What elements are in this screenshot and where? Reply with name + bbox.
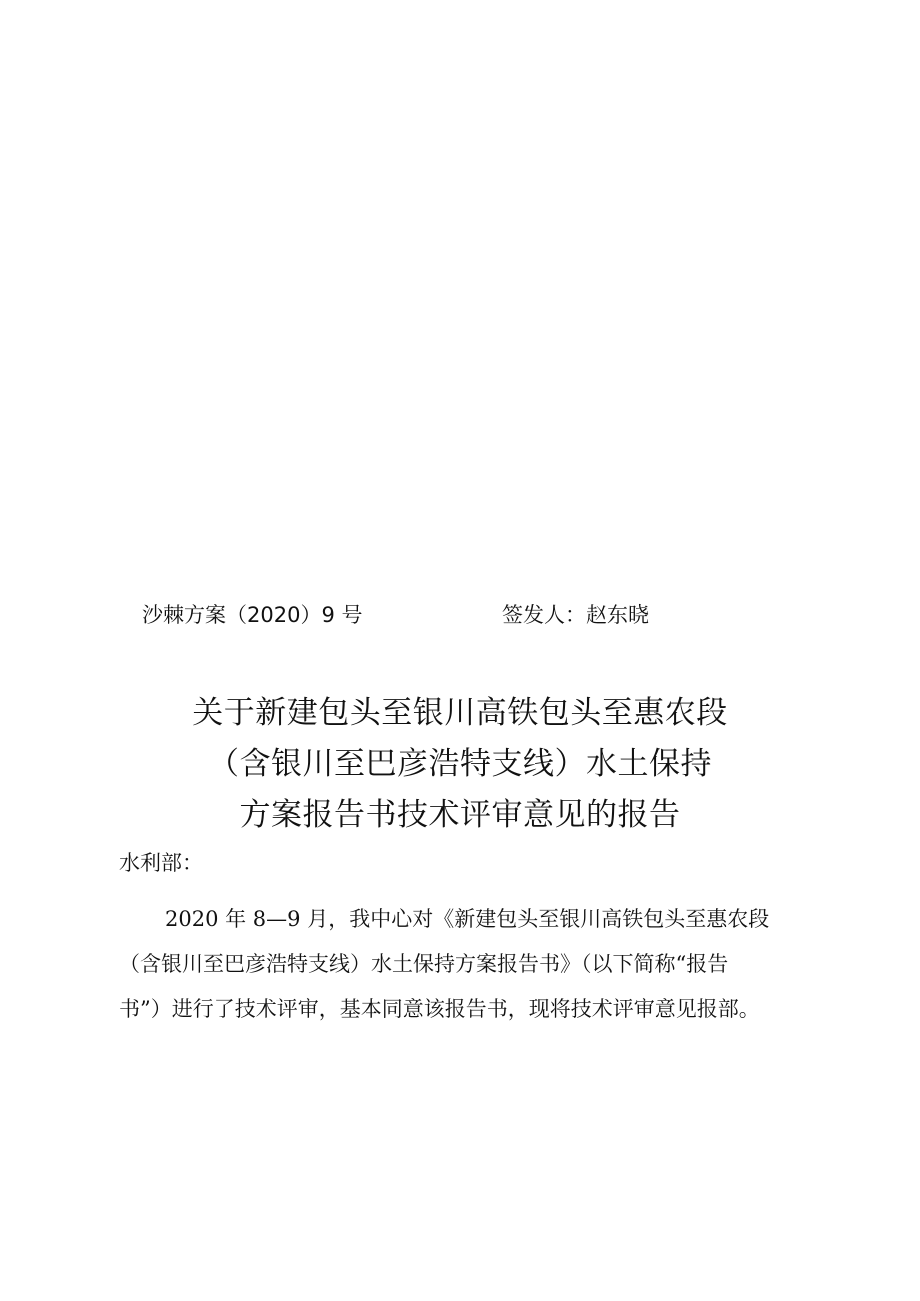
document-title	[0, 688, 920, 841]
document-number	[142, 598, 363, 632]
signer: 签发人：赵东晓	[502, 603, 649, 627]
body-paragraph	[119, 897, 809, 1032]
recipient: 水利部：	[119, 851, 203, 875]
document-number-prefix: 沙棘方案	[142, 603, 226, 627]
body-line-1: 2020 年 8—9 月，我中心对《新建包头至银川高铁包头至惠农段	[165, 907, 770, 931]
title-line-1: 关于新建包头至银川高铁包头至惠农段	[192, 695, 728, 731]
title-line-3: 方案报告书技术评审意见的报告	[239, 797, 681, 833]
body-line-3: 书”）进行了技术评审，基本同意该报告书，现将技术评审意见报部。	[119, 997, 760, 1021]
body-line-2: （含银川至巴彦浩特支线）水土保持方案报告书》（以下简称“报告	[119, 952, 729, 976]
document-number-year: （2020）	[226, 603, 322, 627]
document-number-suffix: 9 号	[321, 603, 363, 627]
title-line-2: （含银川至巴彦浩特支线）水土保持	[208, 746, 712, 782]
